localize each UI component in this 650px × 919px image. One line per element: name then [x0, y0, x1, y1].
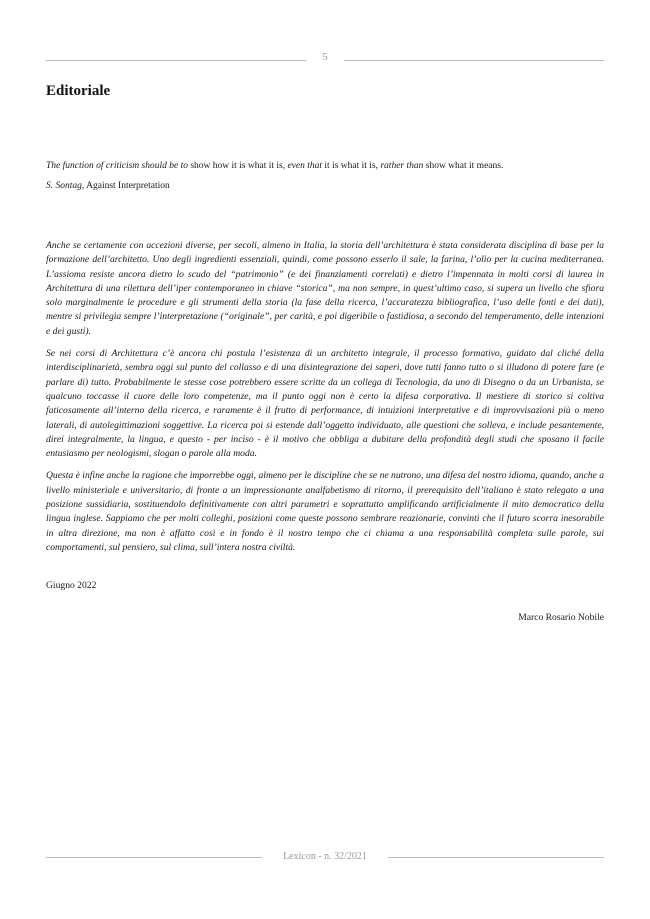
footer-rule-right	[388, 857, 604, 858]
page-title: Editoriale	[46, 83, 111, 99]
header-rule-right	[344, 60, 604, 61]
author-signature: Marco Rosario Nobile	[518, 612, 604, 623]
epigraph-attribution	[46, 180, 606, 192]
editorial-body	[46, 239, 604, 563]
quote-part: it is what it is,	[324, 161, 381, 171]
body-paragraph: Questa è infine anche la ragione che imporrebbe oggi, almeno per le discipline che se ne nutrono, una difesa del nostro idioma, quando, anche a livello ministeriale e universitario, di fronte a un impressionante analfabetismo di ritorno, il prerequisito dell’italiano è stato relegato a una posizione sussidiaria, sostituendolo definitivamente con altri parametri e soprattutto amplificando artificialmente il mito democratico della lingua inglese. Sappiamo che per molti colleghi, posizioni come queste possono sembrare reazionarie, convinti che il futuro scorra inesorabile in altra direzione, ma non è affatto così e in fondo è il nostro tempo che ci chiama a una responsabilità completa sulle parole, sui comportamenti, sul pensiero, sul clima, sull’intera nostra civiltà.	[46, 470, 604, 553]
quote-part: The function of criticism should be to	[46, 161, 191, 171]
header-rule-left	[46, 60, 306, 61]
epigraph-quote	[46, 160, 606, 172]
epigraph-work: Against Interpretation	[84, 181, 170, 191]
epigraph	[46, 160, 606, 192]
footer-journal-issue: Lexicon - n. 32/2021	[283, 851, 367, 862]
date: Giugno 2022	[46, 580, 97, 591]
quote-part: even that	[287, 161, 325, 171]
epigraph-author: S. Sontag,	[46, 181, 85, 191]
quote-part: rather than	[380, 161, 426, 171]
body-paragraph: Se nei corsi di Architettura c’è ancora chi postula l’esistenza di un architetto integrale, il processo formativo, guidato dal cliché della interdisciplinarietà, sembra oggi sul punto del collasso e di una disintegrazione dei saperi, dove tutti fanno tutto o si illudono di potere fare (e parlare di) tutto. Probabilmente le stesse cose potrebbero essere scritte da un collega di Tecnologia, da uno di Disegno o da un Urbanista, se qualcuno toccasse il cuore delle loro competenze, ma il punto oggi non è certo la difesa corporativa. Il mestiere di storico si coltiva faticosamente all’interno della ricerca, e raramente è il frutto di performance, di intuizioni interpretative e di improvvisazioni più o meno laterali, di autolegittimazioni soggettive. La ricerca poi si estende dall’oggetto individuato, alle questioni che solleva, e include pesantemente, direi integralmente, la lingua, e questo - per inciso - è il motivo che obbliga a dubitare della profondità degli studi che sposano il facile entusiasmo per neologismi, slogan o parole alla moda.	[46, 348, 604, 460]
quote-part: show how it is what it is,	[190, 161, 288, 171]
page-number: 5	[322, 51, 328, 63]
footer-rule-left	[46, 857, 262, 858]
quote-part: show what it means.	[425, 161, 504, 171]
body-paragraph: Anche se certamente con accezioni diverse, per secoli, almeno in Italia, la storia dell’architettura è stata considerata disciplina di base per la formazione dell’architetto. Uno degli ingredienti essenziali, quindi, come possono esserlo il sale, la farina, l’olio per la cucina mediterranea. L’assioma resiste ancora dietro lo scudo del “patrimonio” (e dei finanziamenti correlati) e dietro l’impennata in molti corsi di laurea in Architettura di una rilettura dell’iper contemporaneo in chiave “storica”, ma non sempre, in quest’ultimo caso, si supera un livello che sfiora solo marginalmente le procedure e gli strumenti della storia (la fase della ricerca, l’accuratezza bibliografica, l’uso delle fonti e dei dati), mentre si privilegia sempre l’interpretazione (“originale”, per carità, e poi digeribile o fastidiosa, a secondo del temperamento, delle intenzioni e dei gusti).	[46, 240, 604, 337]
